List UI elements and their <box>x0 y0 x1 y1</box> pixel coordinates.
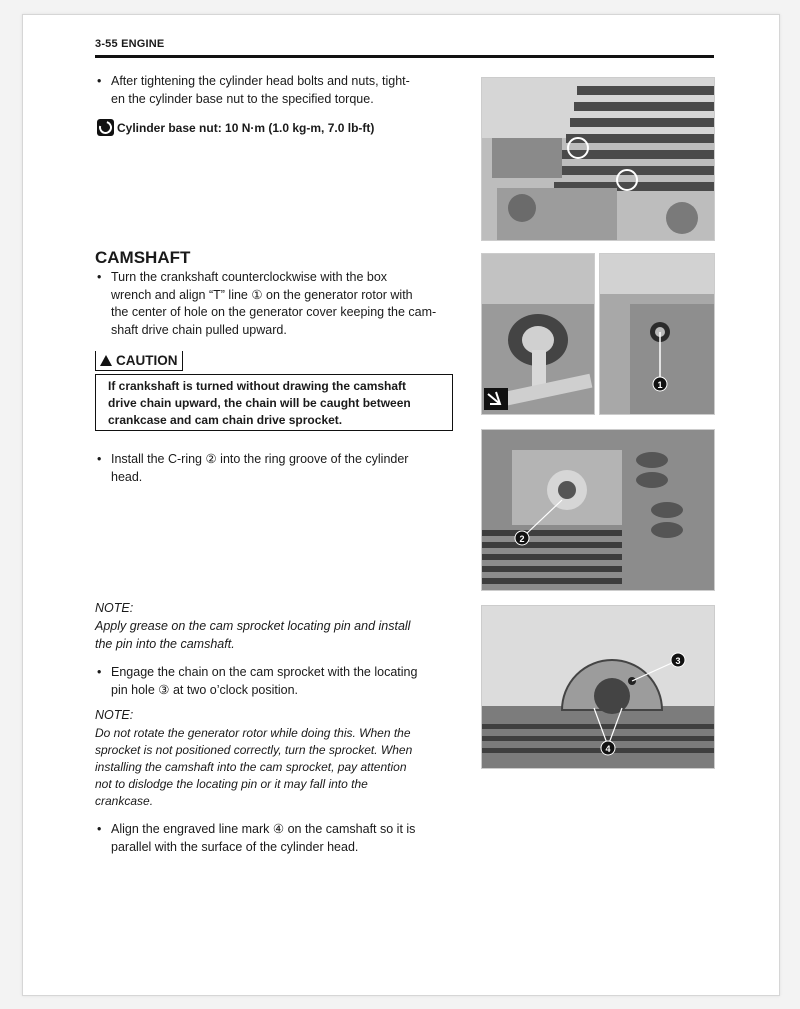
step-line: wrench and align “T” line ① on the generator rotor with <box>111 287 413 302</box>
page-header-text: 3-55 ENGINE <box>95 38 165 50</box>
caution-box <box>95 374 453 431</box>
note-line: sprocket is not positioned correctly, turn the sprocket. When <box>95 743 413 757</box>
photo-cring <box>481 429 715 591</box>
photo-box-wrench <box>481 253 595 415</box>
step-line: Install the C-ring ② into the ring groove of the cylinder <box>111 452 409 466</box>
callout-1: 1 <box>657 380 663 390</box>
step-line: pin hole ③ at two o’clock position. <box>111 682 298 697</box>
photo-generator-cover <box>599 253 715 415</box>
bullet: • <box>97 452 102 466</box>
caution-line: crankcase and cam chain drive sprocket. <box>108 413 343 427</box>
bullet: • <box>97 665 102 679</box>
callout-3: 3 <box>675 656 681 666</box>
note-line: the pin into the camshaft. <box>95 637 235 651</box>
bullet: • <box>97 74 102 88</box>
caution-line: If crankshaft is turned without drawing the camshaft <box>108 379 407 393</box>
warning-triangle-icon <box>100 355 112 366</box>
caution-line: drive chain upward, the chain will be caught between <box>108 396 411 410</box>
step-line: After tightening the cylinder head bolts and nuts, tight- <box>111 74 410 88</box>
note-label: NOTE: <box>95 708 134 722</box>
note-line: Apply grease on the cam sprocket locating pin and install <box>95 619 411 633</box>
page-header <box>95 35 714 58</box>
step-line: en the cylinder base nut to the specified torque. <box>111 91 374 106</box>
torque-spec-text: Cylinder base nut: 10 N·m (1.0 kg-m, 7.0 lb-ft) <box>117 120 375 135</box>
step-line: head. <box>111 469 143 484</box>
step-line: the center of hole on the generator cover keeping the cam- <box>111 305 437 319</box>
torque-spec <box>97 119 374 136</box>
photo-cam-sprocket <box>481 605 715 769</box>
photo-cylinder-base <box>481 77 715 241</box>
bullet: • <box>97 270 102 284</box>
caution-label-text: CAUTION <box>116 353 178 368</box>
note-label: NOTE: <box>95 601 134 615</box>
step-line: Align the engraved line mark ④ on the camshaft so it is <box>111 822 416 836</box>
torque-wrench-icon <box>97 119 114 136</box>
step-line: parallel with the surface of the cylinder head. <box>111 839 359 854</box>
manual-page <box>22 14 780 996</box>
note-line: Do not rotate the generator rotor while doing this. When the <box>95 726 411 740</box>
note-line: crankcase. <box>95 794 154 808</box>
step-line: Engage the chain on the cam sprocket with the locating <box>111 665 418 679</box>
section-title-camshaft: CAMSHAFT <box>95 248 191 267</box>
step-line: shaft drive chain pulled upward. <box>111 322 287 337</box>
note-line: installing the camshaft into the cam sprocket, pay attention <box>95 760 407 774</box>
callout-4: 4 <box>605 744 611 754</box>
callout-2: 2 <box>519 534 525 544</box>
note-line: not to dislodge the locating pin or it may fall into the <box>95 777 368 791</box>
caution-label <box>95 351 183 371</box>
step-line: Turn the crankshaft counterclockwise with the box <box>111 270 388 284</box>
bullet: • <box>97 822 102 836</box>
